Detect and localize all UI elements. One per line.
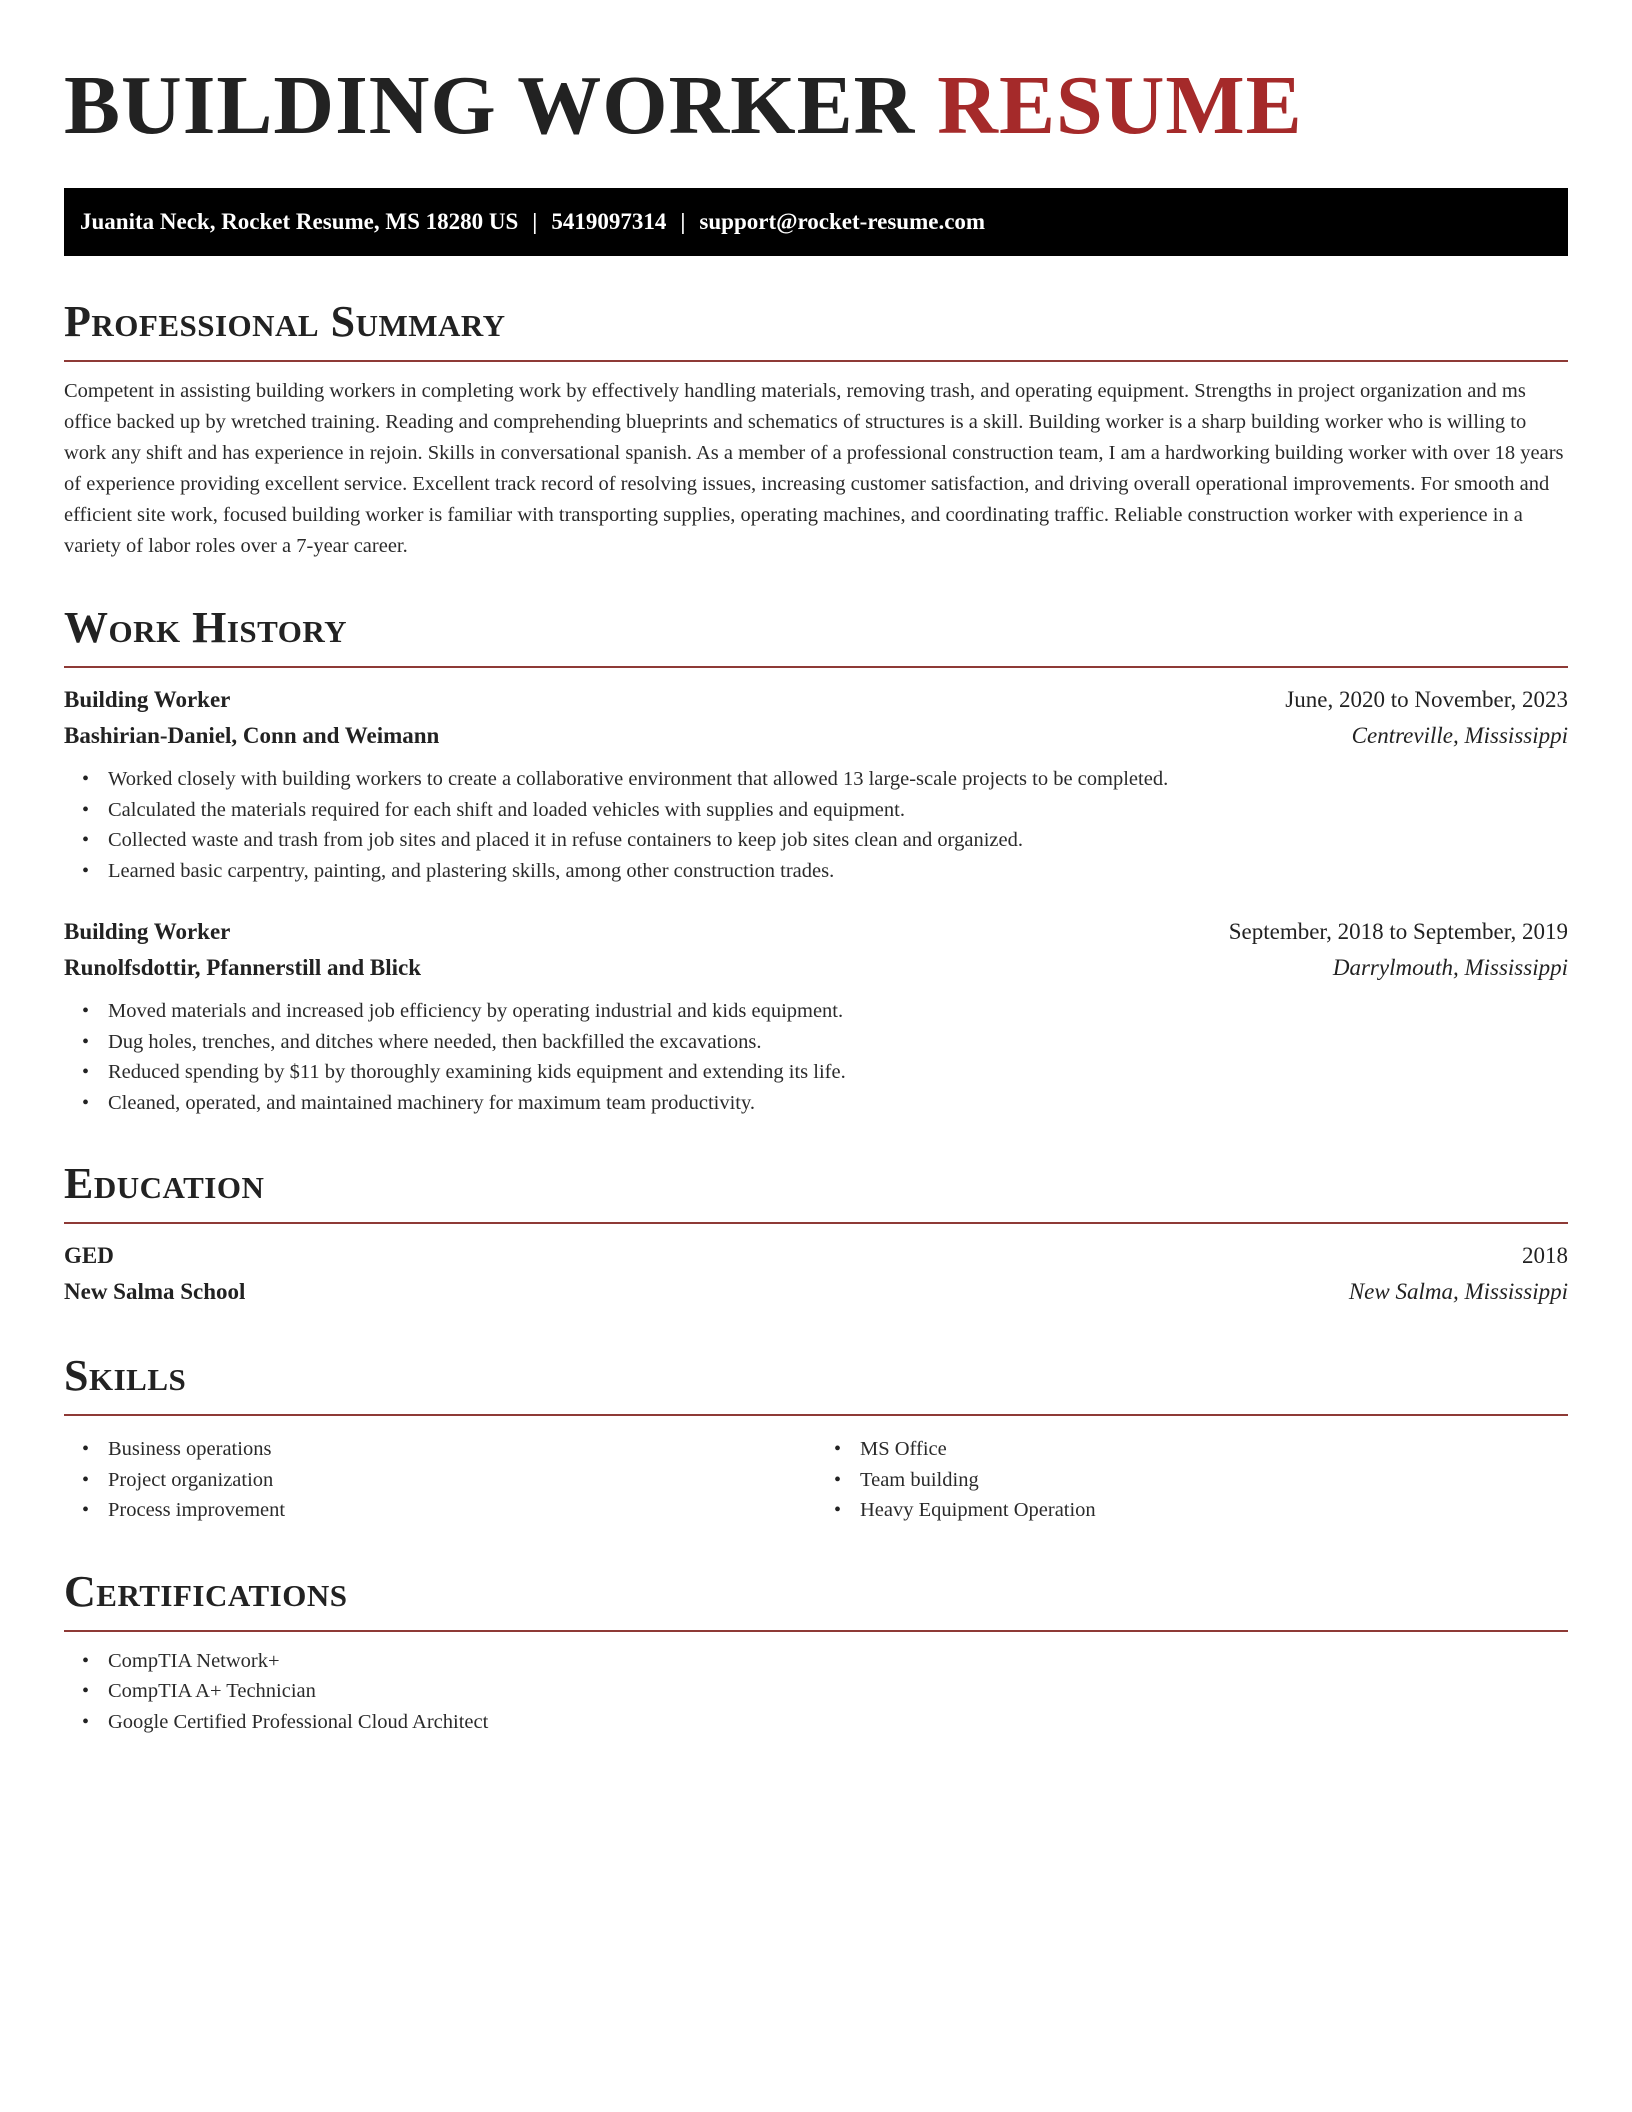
work-history-section xyxy=(64,604,1568,1118)
section-heading-work-history: Work History xyxy=(64,603,348,652)
contact-separator: | xyxy=(680,209,686,234)
job-company: Runolfsdottir, Pfannerstill and Blick xyxy=(64,955,421,980)
job-bullet-list xyxy=(64,996,1568,1118)
certifications-section xyxy=(64,1568,1568,1738)
resume-title xyxy=(64,56,1568,156)
education-year: 2018 xyxy=(1522,1243,1568,1268)
job-bullet: • Reduced spending by $11 by thoroughly examining kids equipment and extending its life. xyxy=(108,1057,1568,1088)
resume-title-main: BUILDING WORKER xyxy=(64,59,938,152)
certification-item: • CompTIA Network+ xyxy=(108,1646,1568,1677)
job-header-row xyxy=(64,682,1568,718)
job-company: Bashirian-Daniel, Conn and Weimann xyxy=(64,723,440,748)
job-entry xyxy=(64,682,1568,886)
job-bullet: • Collected waste and trash from job sites and placed it in refuse containers to keep job sites clean and organized. xyxy=(108,825,1568,856)
job-bullet: • Worked closely with building workers to create a collaborative environment that allowed 13 large-scale projects to be completed. xyxy=(108,764,1568,795)
job-company-row xyxy=(64,950,1568,986)
certification-item: • Google Certified Professional Cloud Architect xyxy=(108,1707,1568,1738)
job-bullet: • Moved materials and increased job efficiency by operating industrial and kids equipment. xyxy=(108,996,1568,1027)
section-divider xyxy=(64,666,1568,668)
education-degree: GED xyxy=(64,1243,114,1268)
skills-column-left xyxy=(64,1430,816,1526)
section-divider xyxy=(64,360,1568,362)
skill-item: • Process improvement xyxy=(108,1495,816,1526)
resume-title-accent: RESUME xyxy=(937,59,1303,152)
section-heading-education: Education xyxy=(64,1159,265,1208)
job-bullet: • Cleaned, operated, and maintained machinery for maximum team productivity. xyxy=(108,1088,1568,1119)
skills-list xyxy=(64,1434,816,1526)
education-section xyxy=(64,1160,1568,1310)
job-location: Centreville, Mississippi xyxy=(1351,723,1568,748)
education-degree-row xyxy=(64,1238,1568,1274)
skills-columns xyxy=(64,1430,1568,1526)
section-divider xyxy=(64,1414,1568,1416)
section-divider xyxy=(64,1222,1568,1224)
certifications-list xyxy=(64,1646,1568,1738)
skill-item: • Team building xyxy=(860,1465,1568,1496)
job-bullet: • Learned basic carpentry, painting, and plastering skills, among other construction trades. xyxy=(108,856,1568,887)
section-heading-certifications: Certifications xyxy=(64,1566,348,1616)
professional-summary-section xyxy=(64,298,1568,562)
contact-address: Juanita Neck, Rocket Resume, MS 18280 US xyxy=(80,209,519,234)
job-dates: September, 2018 to September, 2019 xyxy=(1228,919,1568,944)
section-divider xyxy=(64,1630,1568,1632)
summary-text: Competent in assisting building workers in completing work by effectively handling materials, removing trash, and operating equipment. Strengths in project organization and ms office backed up by wretched training. Reading and comprehending blueprints and schematics of structures is a skill. Building worker is a sharp building worker who is willing to work any shift and has experience in rejoin. Skills in conversational spanish. As a member of a professional construction team, I am a hardworking building worker with over 18 years of experience providing excellent service. Excellent track record of resolving issues, increasing customer satisfaction, and driving overall operational improvements. For smooth and efficient site work, focused building worker is familiar with transporting supplies, operating machines, and coordinating traffic. Reliable construction worker with experience in a variety of labor roles over a 7-year career. xyxy=(64,380,1564,557)
skills-section xyxy=(64,1352,1568,1526)
skill-item: • Project organization xyxy=(108,1465,816,1496)
job-header-row xyxy=(64,914,1568,950)
skill-item: • Business operations xyxy=(108,1434,816,1465)
certification-item: • CompTIA A+ Technician xyxy=(108,1676,1568,1707)
job-title: Building Worker xyxy=(64,919,231,944)
contact-bar xyxy=(64,188,1568,256)
job-dates: June, 2020 to November, 2023 xyxy=(1285,687,1568,712)
job-entry xyxy=(64,914,1568,1118)
job-location: Darrylmouth, Mississippi xyxy=(1332,955,1568,980)
section-heading-skills: Skills xyxy=(64,1351,187,1400)
contact-phone: 5419097314 xyxy=(551,209,667,234)
job-bullet: • Dug holes, trenches, and ditches where needed, then backfilled the excavations. xyxy=(108,1027,1568,1058)
section-heading-summary: Professional Summary xyxy=(64,297,506,346)
job-bullet-list xyxy=(64,764,1568,886)
education-school: New Salma School xyxy=(64,1279,246,1304)
skills-list xyxy=(816,1434,1568,1526)
education-location: New Salma, Mississippi xyxy=(1348,1279,1568,1304)
contact-email: support@rocket-resume.com xyxy=(699,209,986,234)
job-bullet: • Calculated the materials required for each shift and loaded vehicles with supplies and equipment. xyxy=(108,795,1568,826)
job-company-row xyxy=(64,718,1568,754)
skill-item: • MS Office xyxy=(860,1434,1568,1465)
skills-column-right xyxy=(816,1430,1568,1526)
job-title: Building Worker xyxy=(64,687,231,712)
education-school-row xyxy=(64,1274,1568,1310)
contact-separator: | xyxy=(532,209,538,234)
skill-item: • Heavy Equipment Operation xyxy=(860,1495,1568,1526)
